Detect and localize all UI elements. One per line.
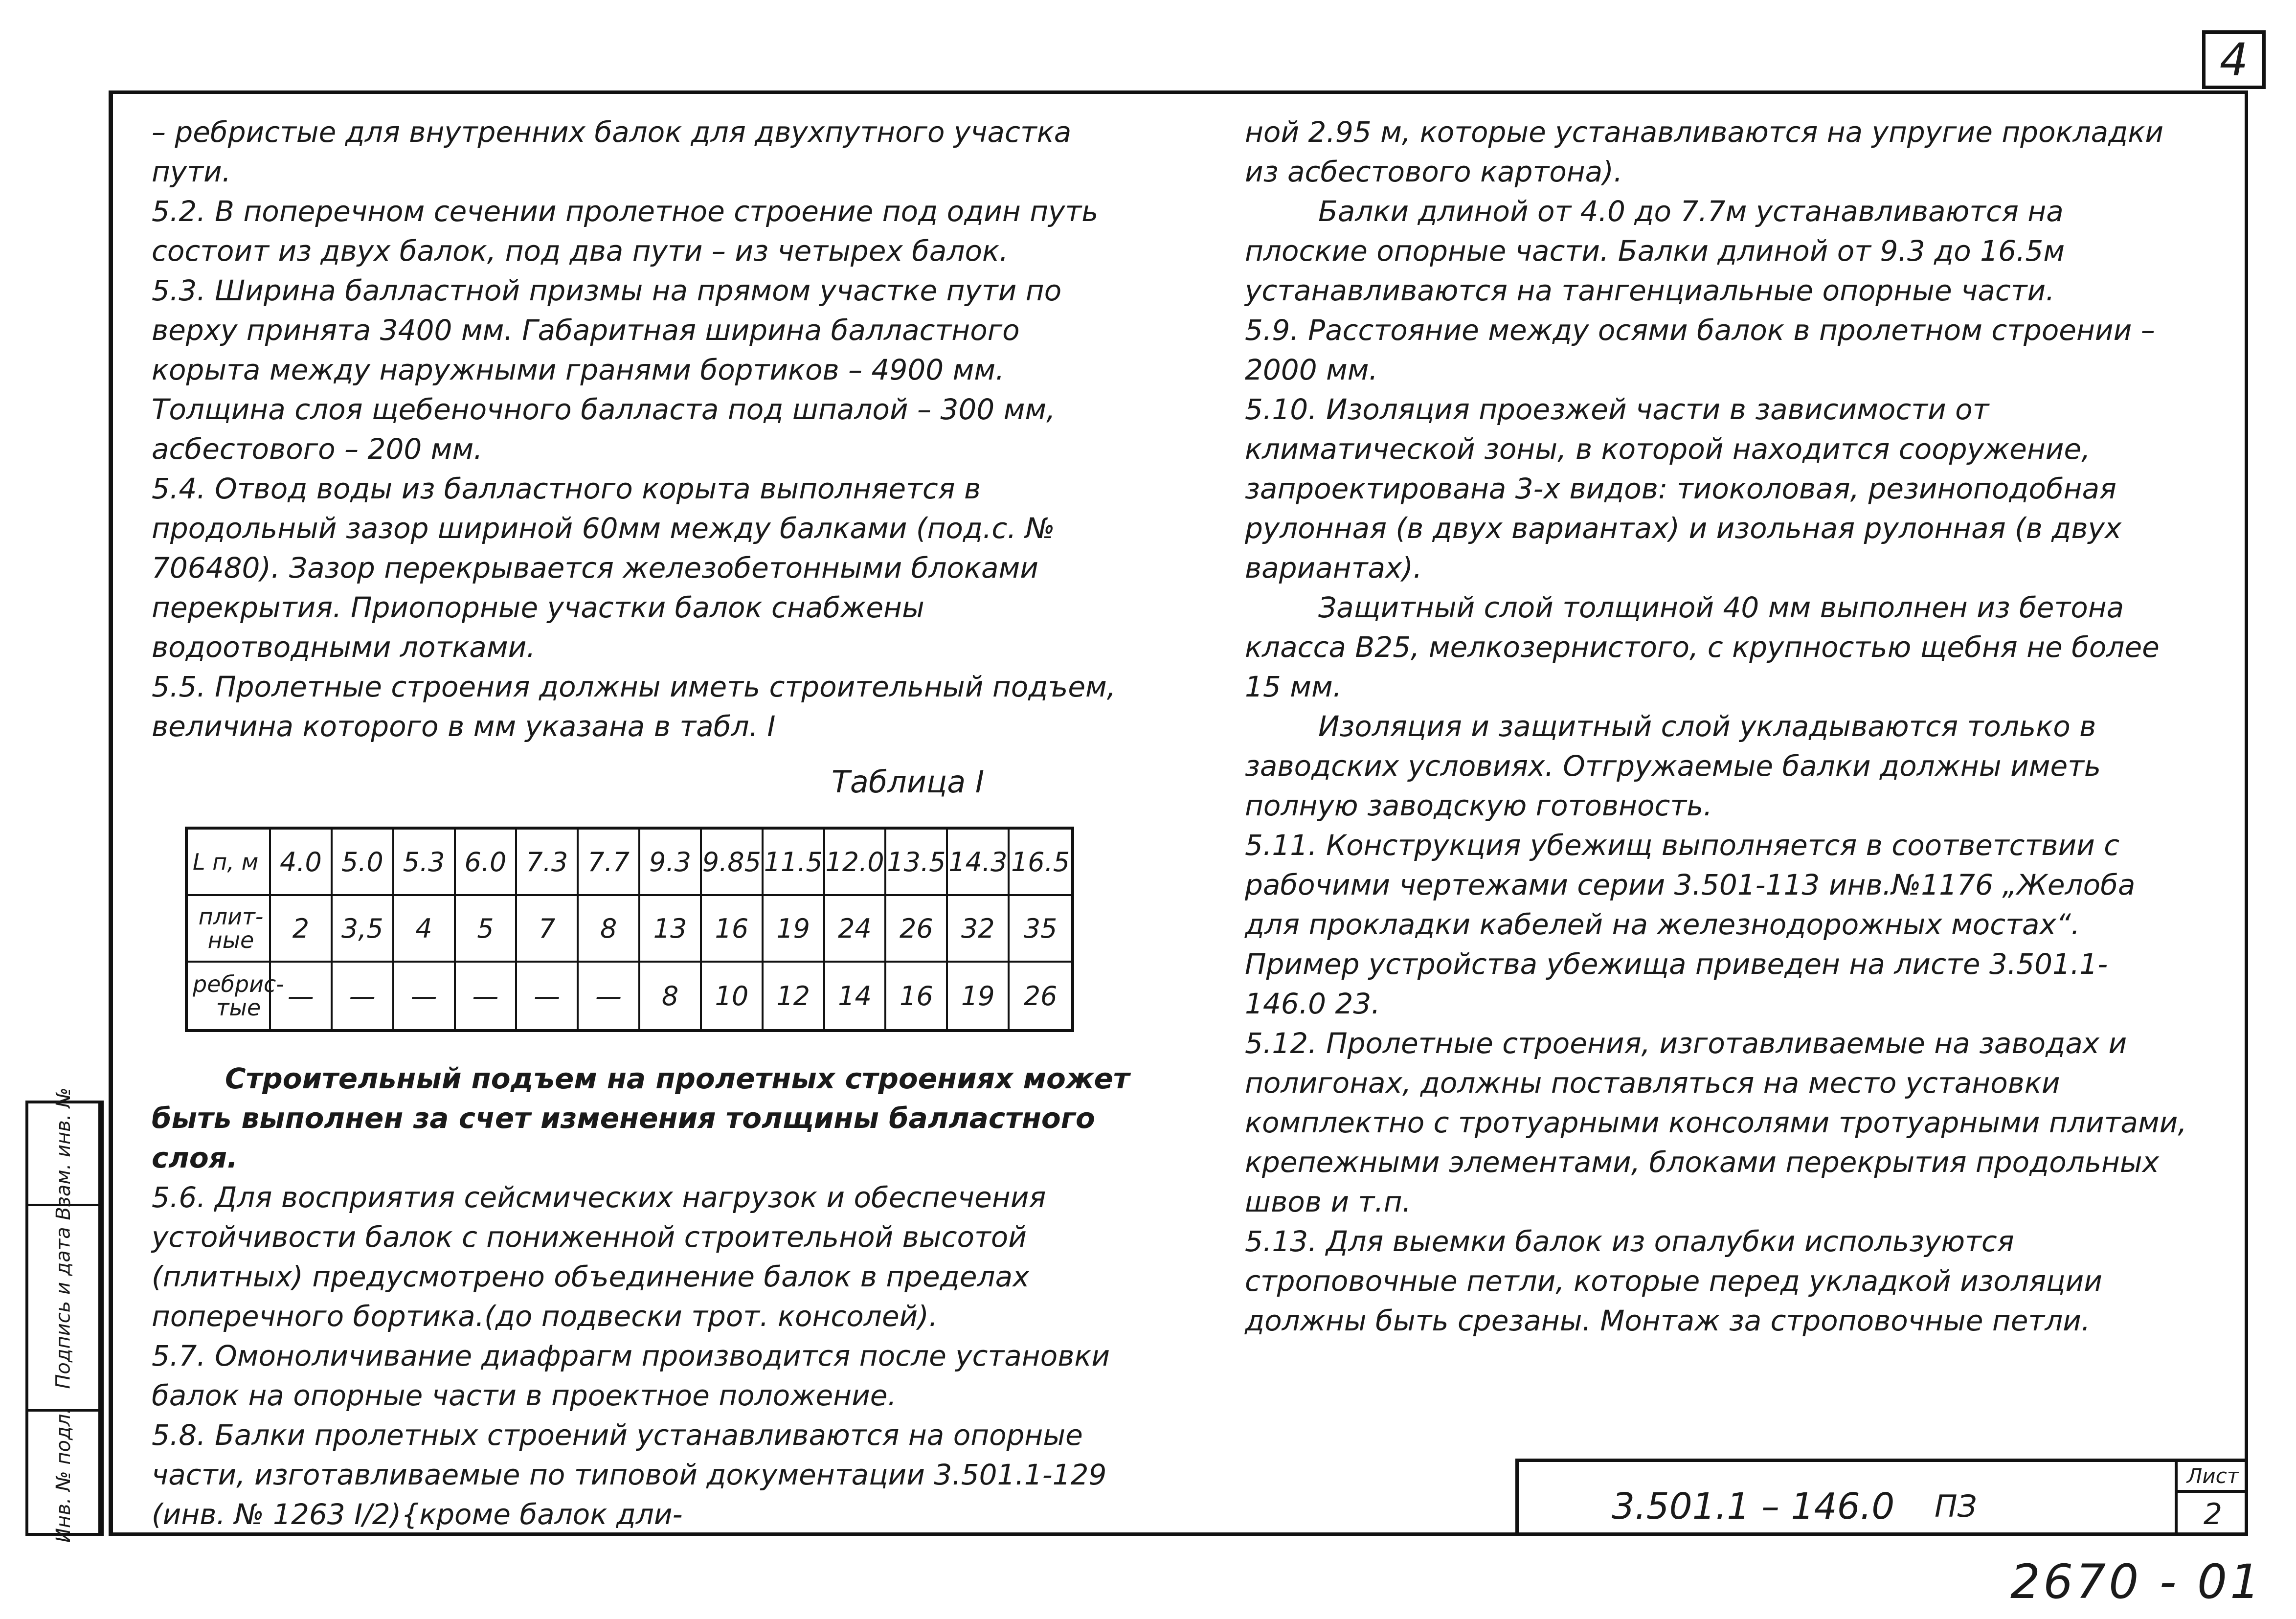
table-cell: 12.0 [825, 830, 887, 896]
table-cell: 13 [640, 896, 702, 963]
table-cell: 10 [702, 963, 764, 1029]
table-cell: 16.5 [1010, 830, 1071, 896]
paragraph: 5.5. Пролетные строения должны иметь строительный подъем, величина которого в мм указана в табл. I [152, 670, 1125, 743]
paragraph: Балки длиной от 4.0 до 7.7м устанавливаются на плоские опорные части. Балки длиной от 9.3 до 16.5м устанавливаются на тангенциальные опорные части. [1245, 195, 2074, 307]
table-cell: 24 [825, 896, 887, 963]
table-cell: 2 [271, 896, 333, 963]
stamp-signature-date: Подпись и дата [28, 1206, 98, 1412]
paragraph: Строительный подъем на пролетных строениях может быть выполнен за счет изменения толщины балластного слоя. [152, 1062, 1140, 1174]
table-cell: 9.85 [702, 830, 764, 896]
stamp-replaced-inv: Взам. инв. № [28, 1103, 98, 1206]
table-cell: 11.5 [764, 830, 825, 896]
paragraph: 5.11. Конструкция убежищ выполняется в соответствии с рабочими чертежами серии 3.501-113 инв.№1176 „Желоба для прокладки кабелей на железнодорожных мостах“. Пример устройства убежища приведен на листе 3.501.1-146.0 23. [1245, 829, 2144, 1020]
paragraph: 5.7. Омоноличивание диафрагм производится после установки балок на опорные части в проектное положение. [152, 1339, 1119, 1412]
table-row-header: L п, м [188, 830, 271, 896]
table-cell: 26 [886, 896, 948, 963]
table-cell: 7.7 [579, 830, 640, 896]
stamp-column [25, 1087, 104, 1543]
sheet-corner-number: 4 [2202, 30, 2266, 89]
camber-table [185, 827, 1074, 1032]
document-code: 3.501.1 – 146.0 [1612, 1485, 1895, 1528]
table-cell: 6.0 [456, 830, 518, 896]
paragraph: 5.3. Ширина балластной призмы на прямом участке пути по верху принята 3400 мм. Габаритная ширина балластного корыта между наружными гранями бортиков – 4900 мм. Толщина слоя щебеночного балласта под шпалой – 300 мм, асбестового – 200 мм. [152, 274, 1071, 466]
table-cell: 16 [886, 963, 948, 1029]
table-cell: 5.0 [333, 830, 394, 896]
table-cell: 9.3 [640, 830, 702, 896]
paragraph: – ребристые для внутренних балок для двухпутного участка пути. [152, 115, 1080, 188]
title-block [1515, 1459, 2248, 1536]
table-cell: 19 [948, 963, 1010, 1029]
table-cell: — [271, 963, 333, 1029]
table-cell: 7.3 [517, 830, 579, 896]
table-cell: 26 [1023, 980, 1058, 1012]
document-type: ПЗ [1935, 1488, 1977, 1524]
paragraph: Защитный слой толщиной 40 мм выполнен из бетона класса В25, мелкозернистого, с крупностью щебня не более 15 мм. [1245, 591, 2169, 703]
table-cell: 32 [948, 896, 1010, 963]
sheet-number: 2 [2203, 1497, 2223, 1532]
table-cell: 4.0 [271, 830, 333, 896]
table-cell: 8 [579, 896, 640, 963]
table-row-header: плит-ные [188, 896, 271, 963]
left-text-column [152, 112, 1130, 746]
paragraph: 5.2. В поперечном сечении пролетное строение под один путь состоит из двух балок, под два пути – из четырех балок. [152, 195, 1107, 268]
table-cell: 14.3 [948, 830, 1010, 896]
table-cell: 19 [764, 896, 825, 963]
table-cell: 8 [640, 963, 702, 1029]
paragraph: 5.13. Для выемки балок из опалубки используются строповочные петли, которые перед укладкой изоляции должны быть срезаны. Монтаж за строповочные петли. [1245, 1225, 2112, 1337]
table-cell: 4 [394, 896, 456, 963]
sheet-cell [2175, 1462, 2248, 1536]
paragraph: Изоляция и защитный слой укладываются только в заводских условиях. Отгружаемые балки должны иметь полную заводскую готовность. [1245, 710, 2110, 822]
paragraph: 5.4. Отвод воды из балластного корыта выполняется в продольный зазор шириной 60мм между балками (под.с. № 706480). Зазор перекрывается железобетонными блоками перекрытия. Приопорные участки балок снабжены водоотводными лотками. [152, 472, 1064, 664]
table-cell: — [394, 963, 456, 1029]
paragraph: 5.12. Пролетные строения, изготавливаемые на заводах и полигонах, должны поставляться на место установки комплектно с тротуарными консолями тротуарными плитами, крепежными элементами, блоками перекрытия продольных швов и т.п. [1245, 1027, 2196, 1218]
table-cell: 13.5 [886, 830, 948, 896]
right-text-column [1245, 112, 2196, 1341]
table-cell: 35 [1010, 896, 1071, 963]
table-cell: 16 [702, 896, 764, 963]
table-row-header: ребрис-тые [188, 963, 271, 1029]
table-cell: 14 [825, 963, 887, 1029]
table-cell: 12 [764, 963, 825, 1029]
paragraph: 5.9. Расстояние между осями балок в пролетном строении – 2000 мм. [1245, 314, 2164, 386]
table-caption: Таблица I [832, 764, 985, 800]
sheet-label: Лист [2178, 1462, 2248, 1493]
table-cell: — [456, 963, 518, 1029]
table-cell: 3,5 [333, 896, 394, 963]
paragraph: ной 2.95 м, которые устанавливаются на упругие прокладки из асбестового картона). [1245, 115, 2173, 188]
table-cell: — [333, 963, 394, 1029]
paragraph: 5.8. Балки пролетных строений устанавливаются на опорные части, изготавливаемые по типовой документации 3.501.1-129 (инв. № 1263 I/2){кроме балок дли- [152, 1418, 1116, 1531]
archive-number: 2670 - 01 [2010, 1554, 2263, 1609]
table-cell: 5.3 [394, 830, 456, 896]
left-text-column-continued [152, 1059, 1140, 1534]
table-cell: — [579, 963, 640, 1029]
paragraph: 5.10. Изоляция проезжей части в зависимости от климатической зоны, в которой находится сооружение, запроектирована 3-х видов: тиоколовая, резиноподобная рулонная (в двух вариантах) и изольная рулонная (в двух вариантах). [1245, 393, 2131, 585]
paragraph: 5.6. Для восприятия сейсмических нагрузок и обеспечения устойчивости балок с пониженной строительной высотой (плитных) предусмотрено объединение балок в пределах поперечного бортика.(до подвески трот. консолей). [152, 1181, 1055, 1333]
table-cell: — [517, 963, 579, 1029]
table-cell: 5 [456, 896, 518, 963]
stamp-original-inv: Инв. № подл. [52, 1408, 75, 1543]
table-cell: 7 [517, 896, 579, 963]
